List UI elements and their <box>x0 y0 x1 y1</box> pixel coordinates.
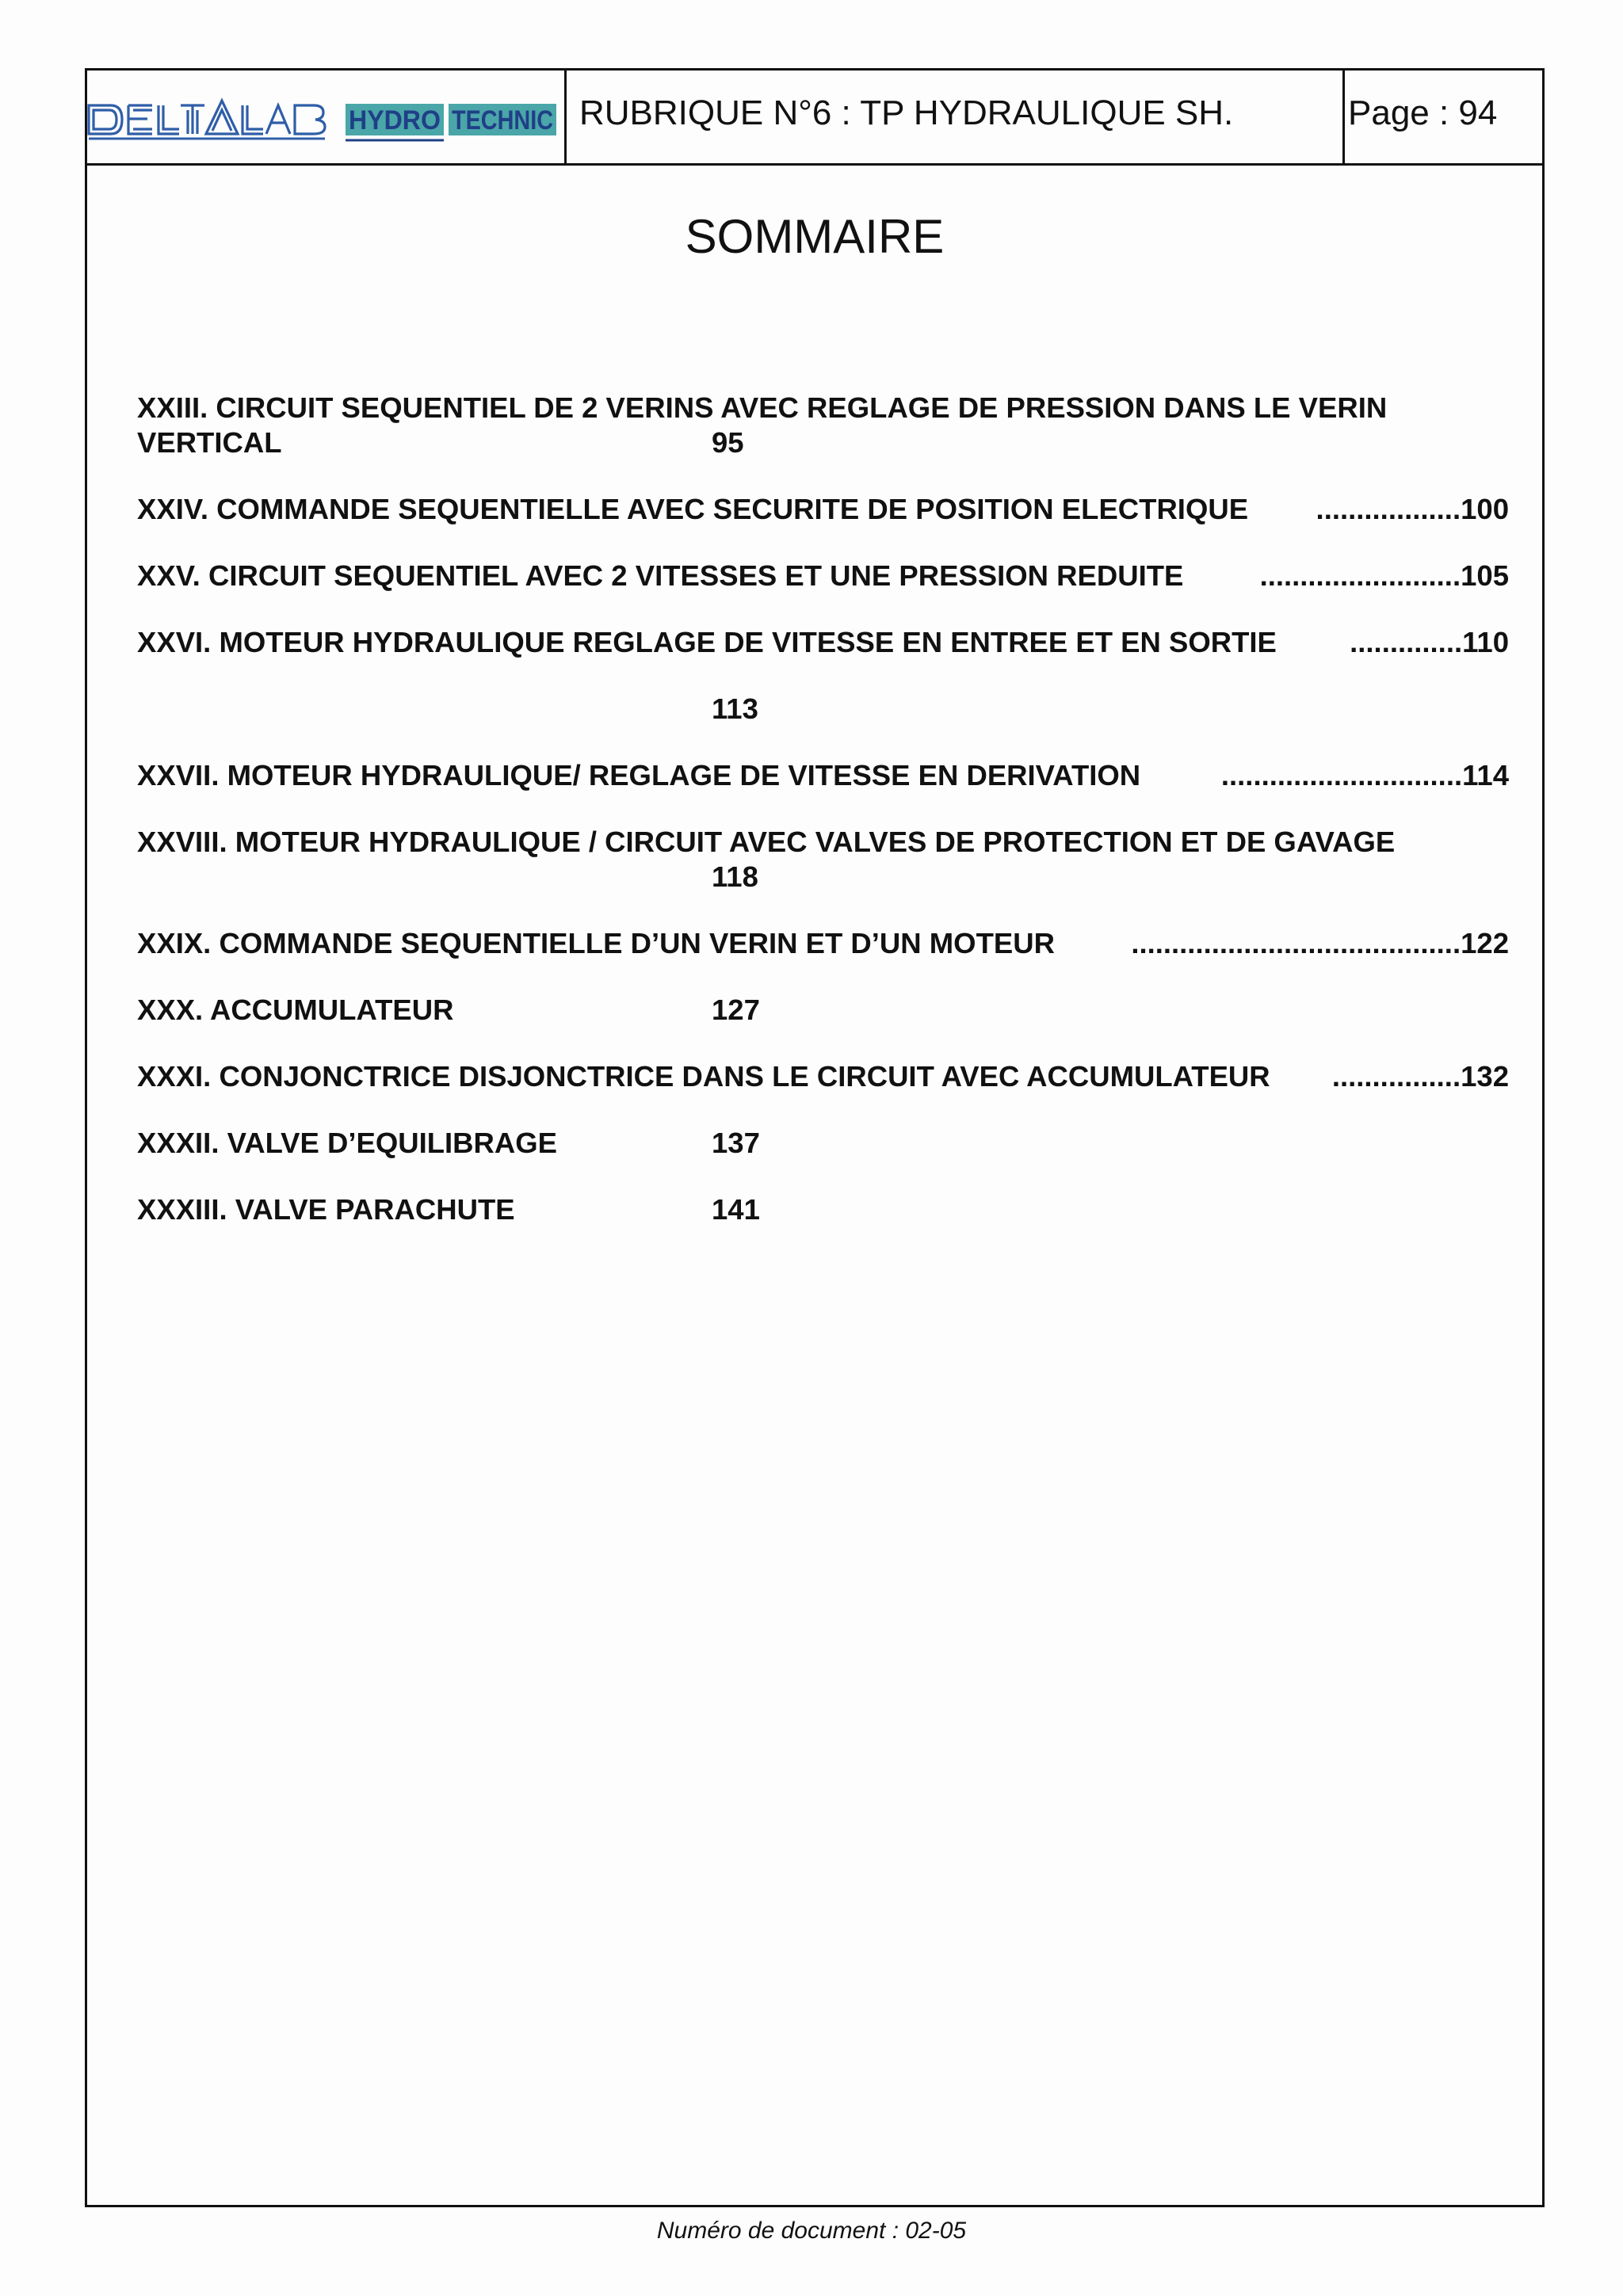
toc-leader-dots: ................ <box>1331 1060 1461 1093</box>
toc-entry-xxxiii[interactable] <box>137 1192 1509 1227</box>
toc-leader-dots: ......................... <box>1259 559 1461 592</box>
rubric-cell <box>567 71 1345 163</box>
toc-entry-text: XXV. CIRCUIT SEQUENTIEL AVEC 2 VITESSES ET UNE PRESSION REDUITE <box>137 559 1184 592</box>
toc-page-number: 137 <box>712 1127 760 1159</box>
toc-entry-text: XXIII. CIRCUIT SEQUENTIEL DE 2 VERINS AVEC REGLAGE DE PRESSION DANS LE VERIN <box>137 391 1388 424</box>
toc-entry-xxiii[interactable] <box>137 391 1509 425</box>
toc-entry-text: VERTICAL <box>137 426 282 459</box>
toc-page-number: 105 <box>1461 559 1509 592</box>
toc-entry-xxxi[interactable] <box>137 1059 1509 1094</box>
rubric-title: RUBRIQUE N°6 : TP HYDRAULIQUE SH. <box>579 93 1234 132</box>
toc-page-number: 114 <box>1462 759 1509 791</box>
toc-leader-dots: .............. <box>1350 626 1463 658</box>
page-number: Page : 94 <box>1348 93 1498 132</box>
toc-leader-dots: .............................. <box>1220 759 1463 791</box>
toc-entry-xxx[interactable] <box>137 993 1509 1028</box>
toc-entry-xxiv[interactable] <box>137 492 1509 527</box>
toc-entry-xxiii-continuation[interactable] <box>137 425 1509 460</box>
logo-cell <box>87 71 567 163</box>
toc-entry-text: XXIX. COMMANDE SEQUENTIELLE D’UN VERIN ET D’UN MOTEUR <box>137 927 1055 959</box>
toc-entry-text: XXVII. MOTEUR HYDRAULIQUE/ REGLAGE DE VITESSE EN DERIVATION <box>137 759 1141 791</box>
toc-entry-text: XXIV. COMMANDE SEQUENTIELLE AVEC SECURITE DE POSITION ELECTRIQUE <box>137 493 1249 525</box>
document-footer: Numéro de document : 02-05 <box>656 2218 967 2244</box>
toc-page-number: 141 <box>712 1193 760 1226</box>
page-number-cell <box>1345 71 1545 163</box>
document-header <box>87 71 1542 166</box>
toc-entry-text: XXXII. VALVE D’EQUILIBRAGE <box>137 1127 557 1159</box>
toc-entry-text: XXVI. MOTEUR HYDRAULIQUE REGLAGE DE VITESSE EN ENTREE ET EN SORTIE <box>137 626 1277 658</box>
deltalab-logo <box>87 86 333 153</box>
toc-page-number: 132 <box>1461 1060 1509 1093</box>
toc-page-number: 127 <box>712 994 760 1026</box>
page-frame <box>85 68 1545 2207</box>
toc-leader-dots: .................. <box>1316 493 1461 525</box>
svg-text:TECHNIC: TECHNIC <box>452 105 553 135</box>
toc-entry-text: XXX. ACCUMULATEUR <box>137 994 454 1026</box>
toc-entry-text: XXXIII. VALVE PARACHUTE <box>137 1193 515 1226</box>
toc-page-number: 100 <box>1461 493 1509 525</box>
svg-text:HYDRO: HYDRO <box>349 105 441 135</box>
document-title: SOMMAIRE <box>685 210 945 263</box>
toc-entry-xxix[interactable] <box>137 926 1509 961</box>
toc-entry-text: XXVIII. MOTEUR HYDRAULIQUE / CIRCUIT AVEC VALVES DE PROTECTION ET DE GAVAGE <box>137 826 1396 858</box>
toc-entry-xxxii[interactable] <box>137 1126 1509 1161</box>
toc-page-number: 118 <box>712 860 758 893</box>
toc-page-number: 110 <box>1462 626 1509 658</box>
toc-entry-xxviii[interactable] <box>137 825 1509 860</box>
toc-entry-xxvii[interactable] <box>137 758 1509 793</box>
toc-entry-text: XXXI. CONJONCTRICE DISJONCTRICE DANS LE CIRCUIT AVEC ACCUMULATEUR <box>137 1060 1270 1093</box>
toc-entry-xxvi[interactable] <box>137 625 1509 660</box>
hydrotechnic-logo <box>344 86 558 153</box>
toc-page-number: 113 <box>712 692 758 725</box>
toc-leader-dots: ......................................... <box>1131 927 1461 959</box>
toc-page-number: 95 <box>712 426 744 459</box>
toc-entry-xxv[interactable] <box>137 559 1509 593</box>
toc-page-number: 122 <box>1461 927 1509 959</box>
